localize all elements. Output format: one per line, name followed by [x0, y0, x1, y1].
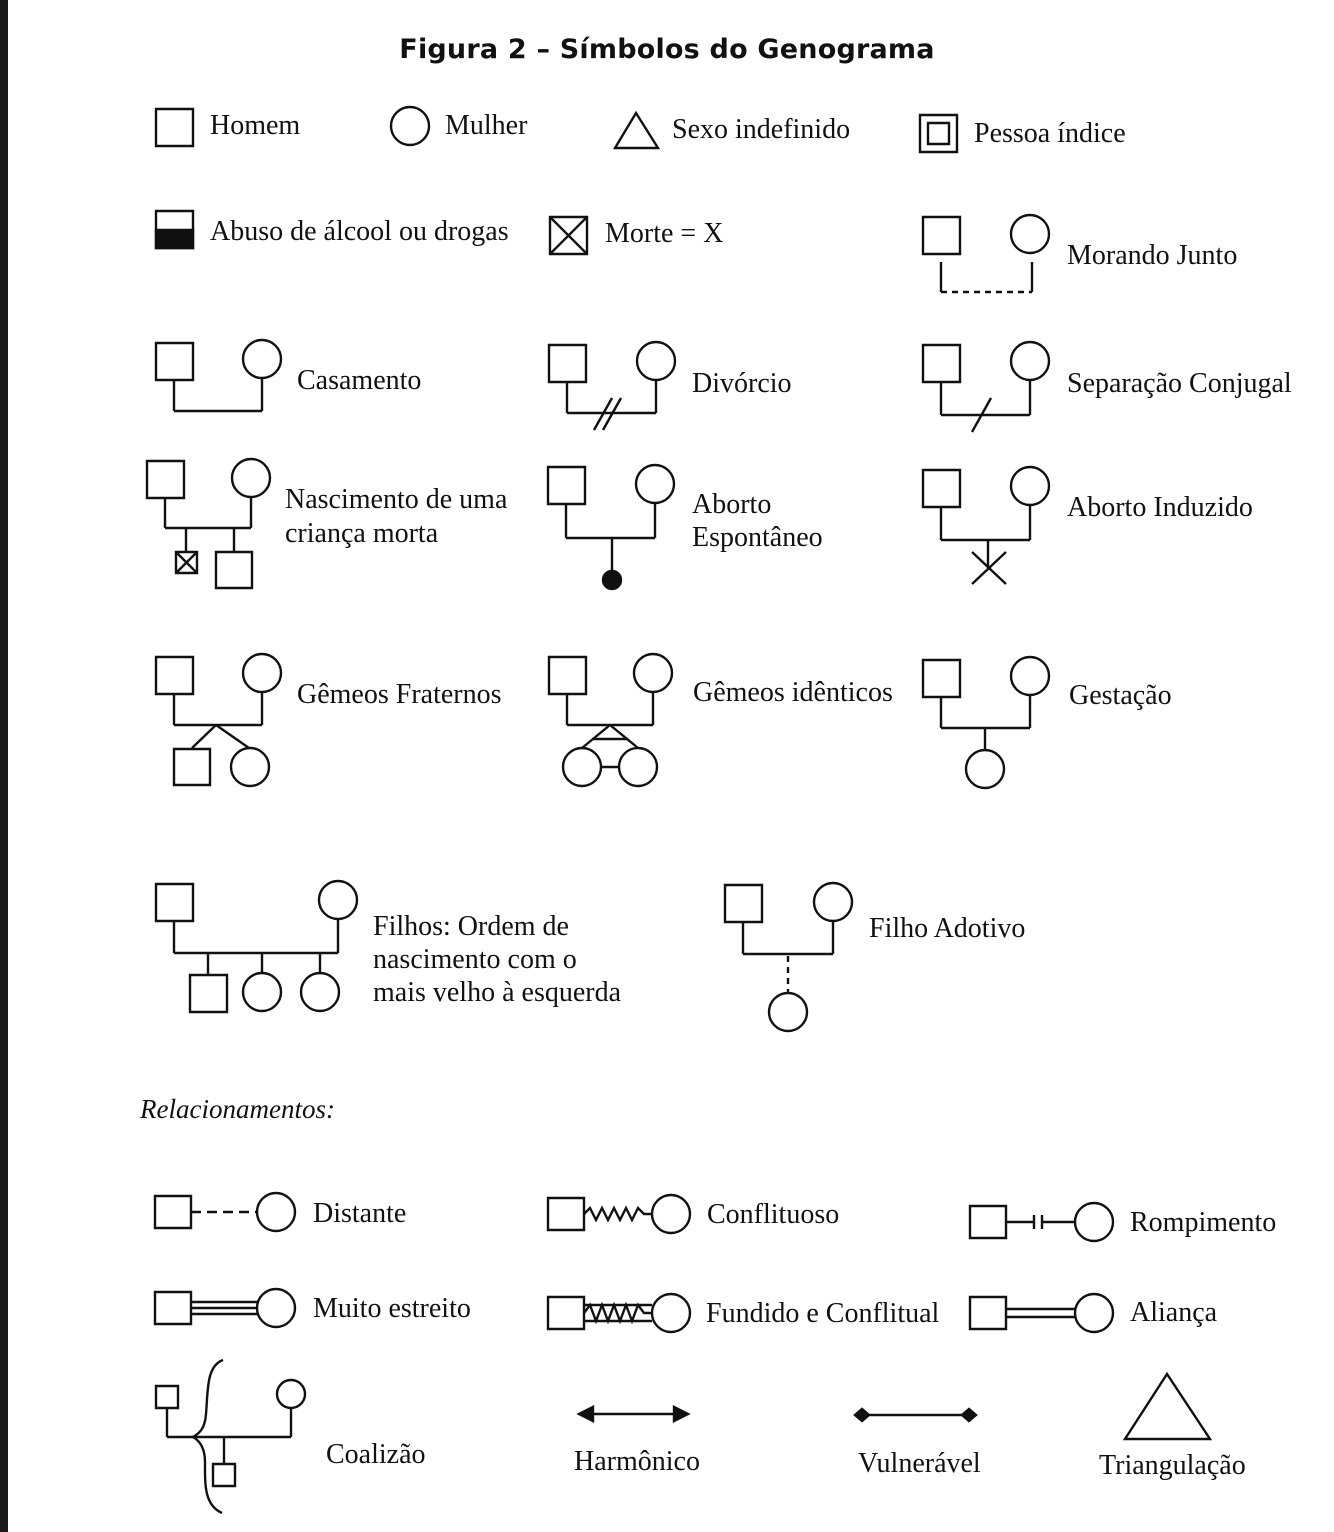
label-triangulacao: Triangulação [1099, 1450, 1246, 1481]
label-conflituoso: Conflituoso [707, 1199, 840, 1230]
divorce-symbol [549, 342, 675, 430]
label-distante: Distante [313, 1198, 407, 1229]
induced-abortion-symbol [923, 467, 1049, 584]
cutoff-relationship-symbol [970, 1203, 1113, 1241]
label-gemeos-fraternos: Gêmeos Fraternos [297, 679, 502, 710]
label-alianca: Aliança [1130, 1297, 1218, 1328]
identical-twins-symbol [549, 654, 672, 786]
label-mulher: Mulher [445, 110, 528, 141]
label-aborto-induzido: Aborto Induzido [1067, 492, 1253, 523]
label-aborto-espontaneo-line1: Aborto [692, 489, 772, 520]
death-x-symbol [550, 217, 587, 254]
label-nascimento-morta-line1: Nascimento de uma [285, 484, 508, 515]
separation-symbol [923, 342, 1049, 432]
label-gestacao: Gestação [1069, 680, 1172, 711]
index-person-symbol [920, 115, 957, 152]
vulnerable-relationship-symbol [855, 1409, 976, 1421]
marriage-symbol [156, 340, 281, 411]
label-abuso: Abuso de álcool ou drogas [210, 216, 509, 247]
coalition-symbol [156, 1360, 305, 1513]
distant-relationship-symbol [155, 1193, 295, 1231]
label-casamento: Casamento [297, 365, 422, 396]
label-filho-adotivo: Filho Adotivo [869, 913, 1026, 944]
relationships-heading: Relacionamentos: [140, 1094, 335, 1124]
stillbirth-symbol [147, 459, 270, 588]
label-nascimento-morta-line2: criança morta [285, 518, 439, 549]
label-divorcio: Divórcio [692, 368, 792, 399]
pregnancy-symbol [923, 657, 1049, 788]
label-morte: Morte = X [605, 218, 724, 249]
spontaneous-abortion-symbol [548, 465, 674, 589]
label-rompimento: Rompimento [1130, 1207, 1277, 1238]
label-coalizao: Coalizão [326, 1439, 426, 1470]
very-close-relationship-symbol [155, 1289, 295, 1327]
label-homem: Homem [210, 110, 301, 141]
children-birth-order-symbol [156, 881, 357, 1012]
male-square-symbol [156, 109, 193, 146]
label-sexo-indefinido: Sexo indefinido [672, 114, 851, 145]
label-filhos-line2: nascimento com o [373, 944, 577, 975]
conflictual-relationship-symbol [548, 1195, 690, 1233]
fused-conflictual-relationship-symbol [548, 1294, 690, 1332]
figure-title: Figura 2 – Símbolos do Genograma [399, 34, 935, 65]
label-filhos-line1: Filhos: Ordem de [373, 911, 569, 942]
harmonic-relationship-symbol [579, 1407, 688, 1421]
label-muito-estreito: Muito estreito [313, 1293, 471, 1324]
label-morando-junto: Morando Junto [1067, 240, 1238, 271]
alliance-relationship-symbol [970, 1294, 1113, 1332]
fraternal-twins-symbol [156, 654, 281, 786]
label-pessoa-indice: Pessoa índice [974, 118, 1126, 149]
label-harmonico: Harmônico [574, 1446, 700, 1477]
living-together-symbol [923, 215, 1049, 292]
triangulation-symbol [1125, 1374, 1210, 1439]
substance-abuse-symbol [156, 211, 193, 248]
label-aborto-espontaneo-line2: Espontâneo [692, 522, 823, 553]
adopted-child-symbol [725, 883, 852, 1031]
label-filhos-line3: mais velho à esquerda [373, 977, 622, 1008]
label-gemeos-identicos: Gêmeos idênticos [693, 677, 893, 708]
label-separacao: Separação Conjugal [1067, 368, 1292, 399]
undefined-sex-triangle-symbol [615, 113, 658, 148]
label-vulneravel: Vulnerável [858, 1448, 981, 1479]
female-circle-symbol [391, 107, 429, 145]
label-fundido: Fundido e Conflitual [706, 1298, 940, 1329]
